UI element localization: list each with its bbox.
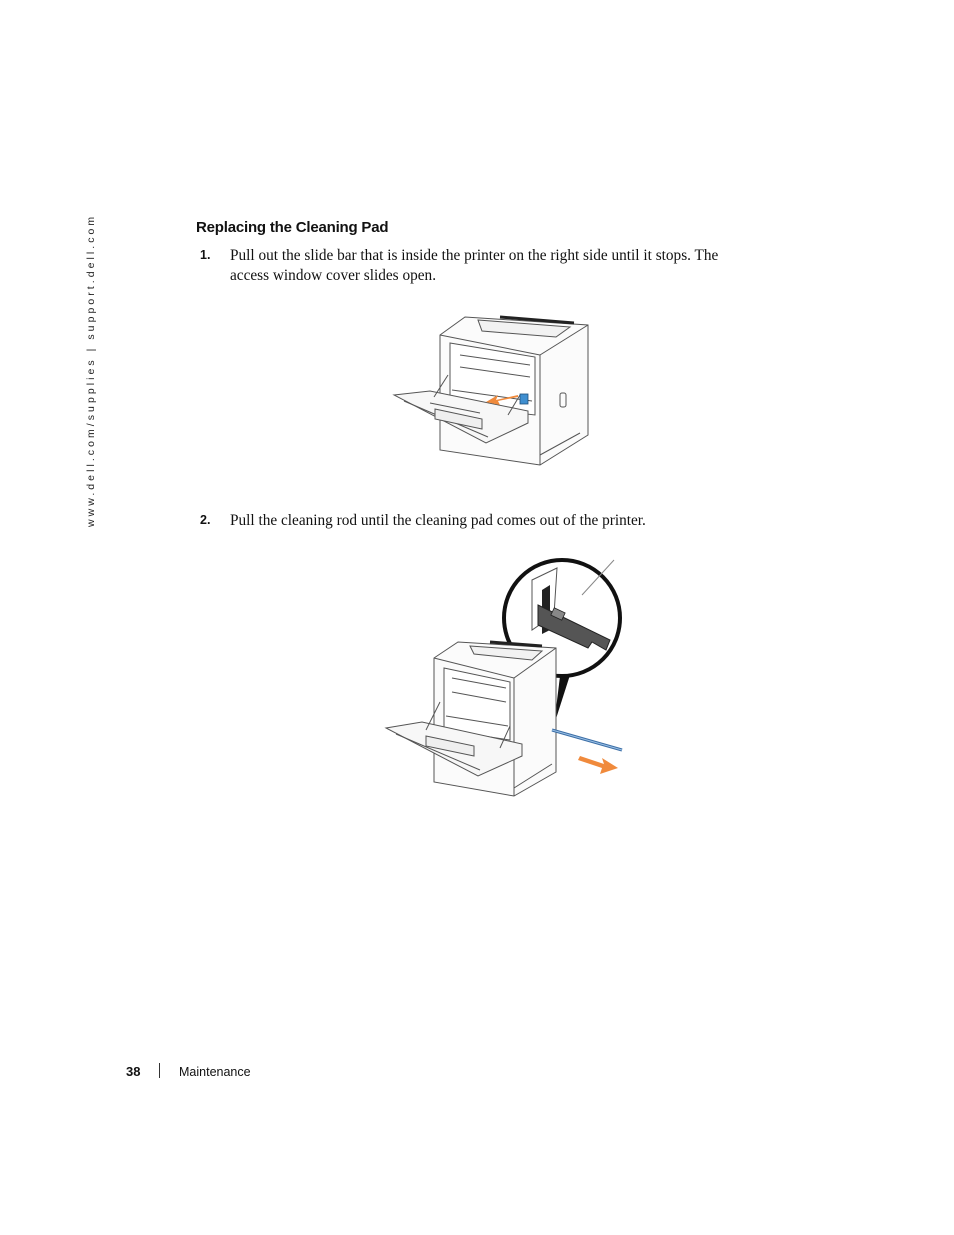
step-1-text: Pull out the slide bar that is inside the printer on the right side until it stops. The access window cover slides open. — [230, 247, 719, 284]
step-1-number: 1. — [200, 248, 211, 262]
sidebar-url: www.dell.com/supplies | support.dell.com — [85, 213, 97, 527]
page-number: 38 — [126, 1064, 141, 1079]
footer-section-name: Maintenance — [179, 1065, 251, 1079]
step-2-text: Pull the cleaning rod until the cleaning pad comes out of the printer. — [230, 512, 646, 529]
footer-divider — [159, 1063, 160, 1078]
step-2-number: 2. — [200, 513, 211, 527]
printer-slide-bar-illustration — [390, 305, 595, 470]
section-heading: Replacing the Cleaning Pad — [196, 219, 389, 236]
printer-cleaning-rod-illustration — [382, 550, 632, 805]
